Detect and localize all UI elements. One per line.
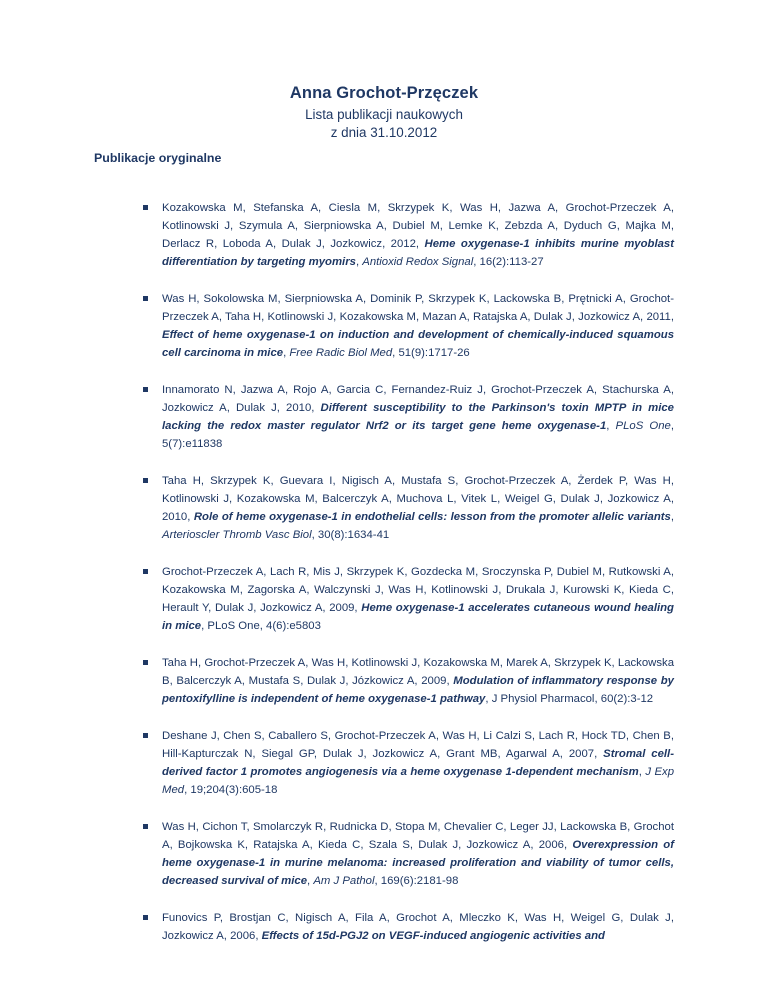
publication-authors: Innamorato N, Jazwa A, Rojo A, Garcia C, Fernandez-Ruiz J, Grochot-Przeczek A, Stachurska A, Jozkowicz A, Dulak J, 2010, xyxy=(162,384,674,414)
publication-list xyxy=(0,199,768,964)
publication-authors: Funovics P, Brostjan C, Nigisch A, Fila A, Grochot A, Mleczko K, Was H, Weigel G, Dulak J, Jozkowicz A, 2006, xyxy=(162,912,674,942)
publication-item xyxy=(162,654,674,708)
publication-journal: Am J Pathol xyxy=(313,875,375,887)
publication-authors: Taha H, Grochot-Przeczek A, Was H, Kotlinowski J, Kozakowska M, Marek A, Skrzypek K, Lackowska B, Balcerczyk A, Mustafa S, Dulak J, Józkowicz A, 2009, xyxy=(162,657,674,687)
publication-item xyxy=(162,199,674,271)
publication-item xyxy=(162,909,674,945)
publication-title: Heme oxygenase-1 inhibits murine myoblast differentiation by targeting myomirs xyxy=(162,238,674,268)
bullet-icon xyxy=(143,824,148,829)
publication-title: Modulation of inflammatory response by pentoxifylline is independent of heme oxygenase-1 pathway xyxy=(162,675,674,705)
publication-journal: Free Radic Biol Med xyxy=(289,347,393,359)
publication-title: Stromal cell-derived factor 1 promotes angiogenesis via a heme oxygenase 1-dependent mechanism xyxy=(162,748,674,778)
publication-separator: , xyxy=(283,347,290,359)
publication-item xyxy=(162,727,674,799)
bullet-icon xyxy=(143,915,148,920)
section-heading: Publikacje oryginalne xyxy=(94,151,222,165)
publication-volume: , 51(9):1717-26 xyxy=(392,347,470,359)
author-name: Anna Grochot-Przęczek xyxy=(289,84,479,102)
publication-title: Effects of 15d-PGJ2 on VEGF-induced angiogenic activities and xyxy=(261,930,605,942)
publication-journal: PLoS One xyxy=(615,420,671,432)
publication-journal: Arterioscler Thromb Vasc Biol xyxy=(162,529,312,541)
publication-volume: J Physiol Pharmacol, 60(2):3-12 xyxy=(491,693,654,705)
publication-title: Role of heme oxygenase-1 in endothelial cells: lesson from the promoter allelic variants xyxy=(193,511,671,523)
publication-separator: , xyxy=(201,620,208,632)
publication-separator: , xyxy=(307,875,314,887)
bullet-icon xyxy=(143,733,148,738)
publication-volume: , 16(2):113-27 xyxy=(473,256,544,268)
publication-authors: Was H, Cichon T, Smolarczyk R, Rudnicka D, Stopa M, Chevalier C, Leger JJ, Lackowska B, Grochot A, Bojkowska K, Ratajska A, Kieda C, Szala S, Dulak J, Jozkowicz A, 2006, xyxy=(162,821,674,851)
publication-authors: Grochot-Przeczek A, Lach R, Mis J, Skrzypek K, Gozdecka M, Sroczynska P, Dubiel M, Rutkowski A, Kozakowska M, Zagorska A, Walczynski J, Was H, Kotlinowski J, Drukala J, Kurowski K, Kieda C, Herault Y, Dulak J, Jozkowicz A, 2009, xyxy=(162,566,674,614)
publication-volume: PLoS One, 4(6):e5803 xyxy=(207,620,321,632)
bullet-icon xyxy=(143,569,148,574)
publication-title: Heme oxygenase-1 accelerates cutaneous wound healing in mice xyxy=(162,602,674,632)
publication-volume: , 169(6):2181-98 xyxy=(374,875,459,887)
publication-separator: , xyxy=(485,693,492,705)
publication-separator: , xyxy=(670,511,674,523)
publication-authors: Kozakowska M, Stefanska A, Ciesla M, Skrzypek K, Was H, Jazwa A, Grochot-Przeczek A, Kotlinowski J, Szymula A, Sierpniowska A, Dubiel M, Lemke K, Zebzda A, Dyduch G, Majka M, Derlacz R, Loboda A, Dulak J, Jozkowicz, 2012, xyxy=(162,202,674,250)
document-subtitle: Lista publikacji naukowych xyxy=(305,107,463,122)
publication-title: Effect of heme oxygenase-1 on induction and development of chemically-induced squamous cell carcinoma in mice xyxy=(162,329,674,359)
publication-separator: , xyxy=(638,766,646,778)
publication-title: Different susceptibility to the Parkinson's toxin MPTP in mice lacking the redox master regulator Nrf2 or its target gene heme oxygenase-1 xyxy=(162,402,674,432)
bullet-icon xyxy=(143,296,148,301)
document-date: z dnia 31.10.2012 xyxy=(330,125,438,140)
publication-separator: , xyxy=(606,420,616,432)
publication-item xyxy=(162,563,674,635)
publication-item xyxy=(162,290,674,362)
publication-volume: , 5(7):e11838 xyxy=(162,420,674,450)
publication-item xyxy=(162,472,674,544)
bullet-icon xyxy=(143,478,148,483)
bullet-icon xyxy=(143,205,148,210)
publication-authors: Deshane J, Chen S, Caballero S, Grochot-Przeczek A, Was H, Li Calzi S, Lach R, Hock TD, Chen B, Hill-Kapturczak N, Siegal GP, Dulak J, Jozkowicz A, Grant MB, Agarwal A, 2007, xyxy=(162,730,674,760)
publication-volume: , 30(8):1634-41 xyxy=(311,529,390,541)
publication-separator: , xyxy=(355,256,363,268)
bullet-icon xyxy=(143,660,148,665)
publication-volume: , 19;204(3):605-18 xyxy=(184,784,278,796)
publication-item xyxy=(162,381,674,453)
publication-title: Overexpression of heme oxygenase-1 in murine melanoma: increased proliferation and viability of tumor cells, decreased survival of mice xyxy=(162,839,674,887)
publication-journal: Antioxid Redox Signal xyxy=(362,256,474,268)
publication-authors: Taha H, Skrzypek K, Guevara I, Nigisch A, Mustafa S, Grochot-Przeczek A, Żerdek P, Was H, Kotlinowski J, Kozakowska M, Balcerczyk A, Muchova L, Vitek L, Weigel G, Dulak J, Jozkowicz A, 2010, xyxy=(162,475,674,523)
bullet-icon xyxy=(143,387,148,392)
publication-journal: J Exp Med xyxy=(162,766,674,796)
publication-authors: Was H, Sokolowska M, Sierpniowska A, Dominik P, Skrzypek K, Lackowska B, Prętnicki A, Grochot-Przeczek A, Taha H, Kotlinowski J, Kozakowska M, Mazan A, Ratajska A, Dulak J, Jozkowicz A, 2011, xyxy=(162,293,674,323)
publication-item xyxy=(162,818,674,890)
